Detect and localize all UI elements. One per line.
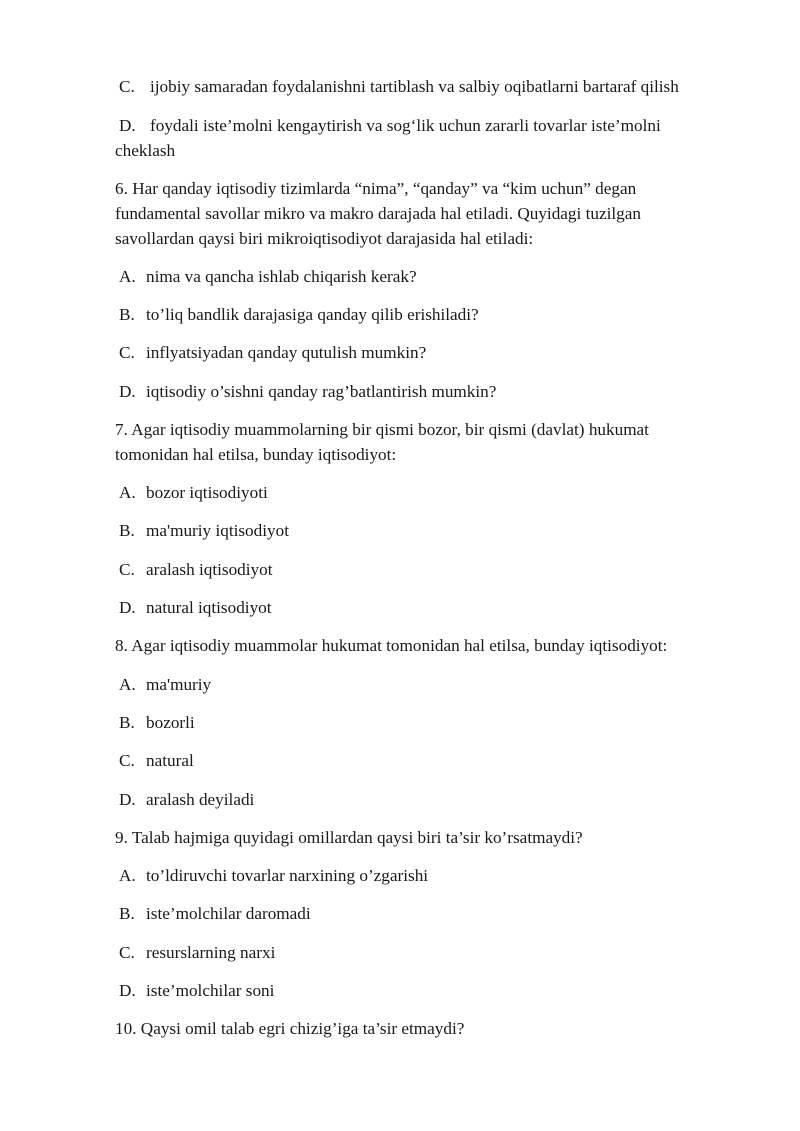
option-letter: D. [119,981,136,1000]
question-text: 10. Qaysi omil talab egri chizig’iga ta’sir etmaydi? [115,1019,465,1038]
option-text: inflyatsiyadan qanday qutulish mumkin? [146,343,427,362]
option-text: iqtisodiy o’sishni qanday rag’batlantirish mumkin? [146,382,497,401]
option-letter: D. [119,598,136,617]
answer-option [119,482,268,504]
answer-option [119,115,661,137]
option-text: natural [146,751,194,770]
option-text: ijobiy samaradan foydalanishni tartiblash va salbiy oqibatlarni bartaraf qilish [150,77,679,96]
answer-option [119,342,426,364]
question-text: tomonidan hal etilsa, bunday iqtisodiyot: [115,445,397,464]
option-text: natural iqtisodiyot [146,598,272,617]
option-letter: B. [119,305,135,324]
answer-option [119,750,194,772]
option-text: foydali iste’molni kengaytirish va sog‘lik uchun zararli tovarlar iste’molni [150,116,661,135]
option-letter: B. [119,521,135,540]
option-text: iste’molchilar soni [146,981,275,1000]
question-text: 9. Talab hajmiga quyidagi omillardan qaysi biri ta’sir ko’rsatmaydi? [115,828,583,847]
option-text: ma'muriy iqtisodiyot [146,521,289,540]
option-text: bozorli [146,713,195,732]
option-letter: C. [119,560,135,579]
option-text: iste’molchilar daromadi [146,904,311,923]
answer-option [119,597,272,619]
option-text: to’liq bandlik darajasiga qanday qilib erishiladi? [146,305,479,324]
answer-option [119,712,195,734]
answer-option [119,865,428,887]
option-text: ma'muriy [146,675,212,694]
question-text: 8. Agar iqtisodiy muammolar hukumat tomonidan hal etilsa, bunday iqtisodiyot: [115,636,668,655]
answer-option [119,674,211,696]
option-letter: C. [119,751,135,770]
answer-option [119,381,496,403]
answer-option [119,789,254,811]
option-letter: B. [119,904,135,923]
answer-option [119,559,273,581]
answer-option [119,520,289,542]
option-text: to’ldiruvchi tovarlar narxining o’zgarishi [146,866,429,885]
option-letter: A. [119,866,136,885]
option-letter: C. [119,343,135,362]
option-letter: A. [119,483,136,502]
answer-option [119,266,417,288]
question-text: 7. Agar iqtisodiy muammolarning bir qismi bozor, bir qismi (davlat) hukumat [115,420,649,439]
option-text: aralash iqtisodiyot [146,560,273,579]
answer-option [119,942,275,964]
answer-option [119,903,311,925]
answer-option [119,980,274,1002]
question-text: savollardan qaysi biri mikroiqtisodiyot darajasida hal etiladi: [115,229,534,248]
answer-option [119,304,479,326]
question-text: 6. Har qanday iqtisodiy tizimlarda “nima”, “qanday” va “kim uchun” degan [115,179,637,198]
option-text: nima va qancha ishlab chiqarish kerak? [146,267,417,286]
option-text: bozor iqtisodiyoti [146,483,268,502]
answer-option [119,76,679,98]
option-letter: D. [119,382,136,401]
option-letter: D. [119,790,136,809]
option-text: resurslarning narxi [146,943,276,962]
option-text: aralash deyiladi [146,790,255,809]
option-letter: A. [119,267,136,286]
option-letter: D. [119,116,136,135]
option-text-continuation: cheklash [115,141,176,160]
option-letter: C. [119,943,135,962]
option-letter: A. [119,675,136,694]
question-text: fundamental savollar mikro va makro darajada hal etiladi. Quyidagi tuzilgan [115,204,641,223]
option-letter: B. [119,713,135,732]
option-letter: C. [119,77,135,96]
